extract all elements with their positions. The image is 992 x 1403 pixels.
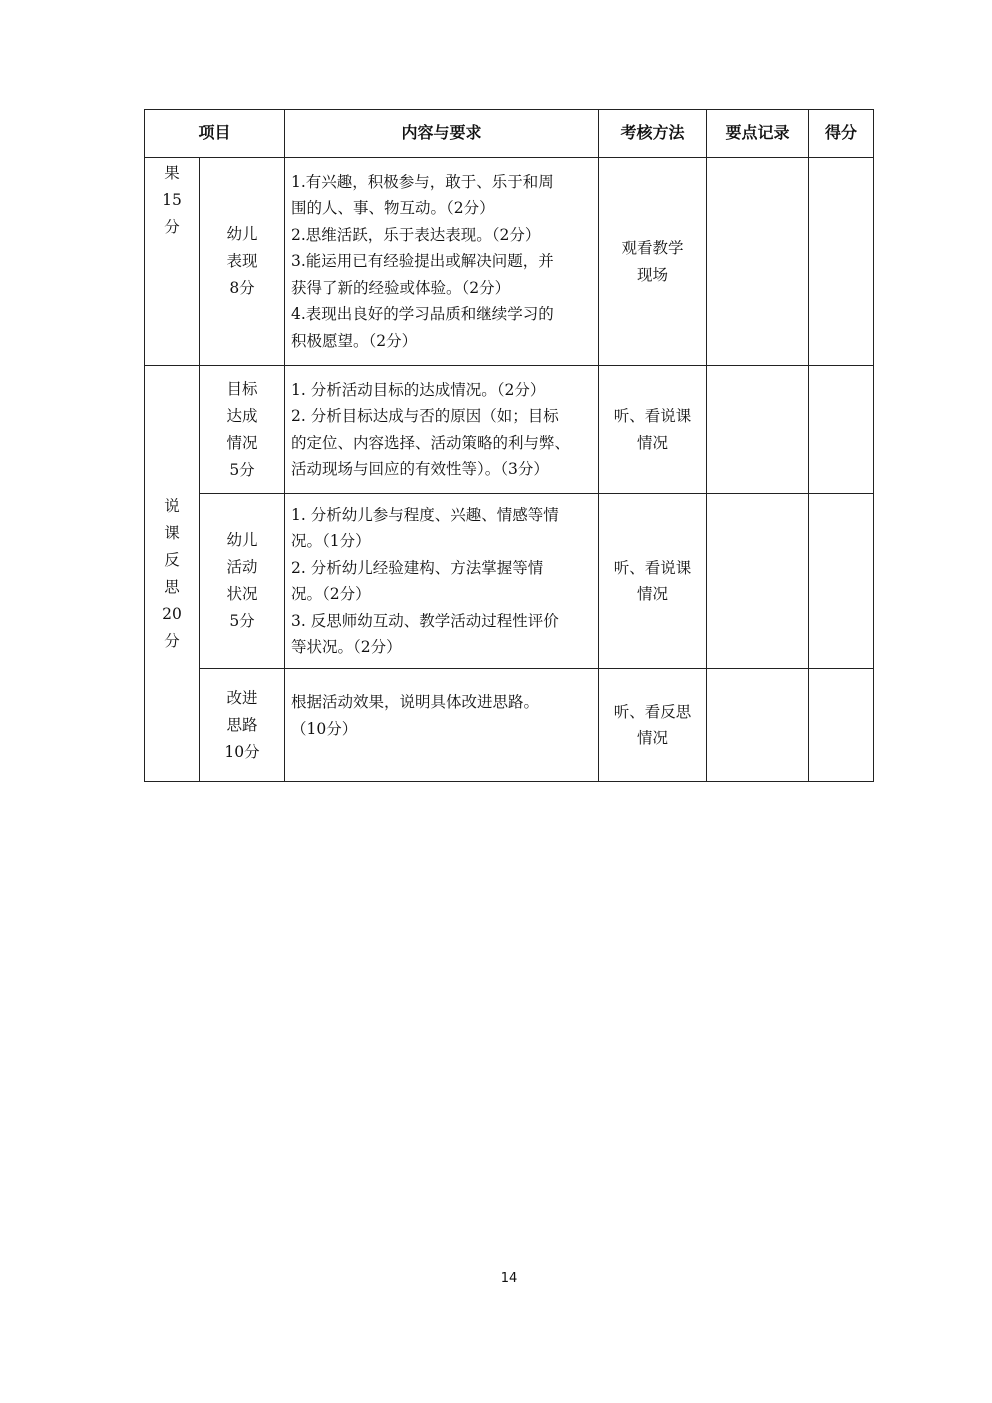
notes-cell[interactable] — [707, 494, 809, 669]
score-cell[interactable] — [809, 494, 874, 669]
subitem-text: 表现 — [226, 252, 258, 270]
content-line: 根据活动效果，说明具体改进思路。 — [291, 693, 540, 711]
header-row — [145, 110, 874, 158]
subitem-text: 8分 — [229, 279, 255, 297]
method-text: 现场 — [637, 265, 669, 284]
content-cell — [285, 669, 599, 782]
header-score: 得分 — [809, 110, 874, 158]
category-cell-reflection — [145, 366, 200, 782]
score-cell[interactable] — [809, 669, 874, 782]
method-text: 情况 — [637, 585, 669, 603]
table-row — [145, 366, 874, 494]
subitem-text: 5分 — [229, 460, 255, 479]
method-cell — [599, 669, 707, 782]
content-line: 获得了新的经验或体验。（2分） — [291, 278, 511, 297]
method-text: 情况 — [637, 729, 669, 747]
content-line: 1. 分析活动目标的达成情况。（2分） — [291, 380, 546, 399]
subitem-text: 情况 — [226, 433, 258, 452]
content-line: 1. 分析幼儿参与程度、兴趣、情感等情 — [291, 505, 559, 524]
category-text: 果 — [164, 164, 180, 182]
content-line: 4.表现出良好的学习品质和继续学习的 — [291, 305, 554, 324]
method-text: 观看教学 — [621, 239, 684, 257]
score-cell[interactable] — [809, 158, 874, 366]
subitem-text: 10分 — [224, 742, 260, 761]
content-line: 2.思维活跃，乐于表达表现。（2分） — [291, 225, 541, 244]
subitem-text: 思路 — [226, 715, 258, 734]
evaluation-table — [144, 109, 874, 782]
table-row — [145, 158, 874, 366]
header-method: 考核方法 — [599, 110, 707, 158]
notes-cell[interactable] — [707, 669, 809, 782]
subitem-text: 幼儿 — [226, 531, 258, 549]
method-text: 听、看说课 — [613, 558, 692, 577]
header-content: 内容与要求 — [285, 110, 599, 158]
content-line: 3.能运用已有经验提出或解决问题，并 — [291, 252, 554, 271]
subitem-text: 达成 — [226, 406, 258, 425]
table-row — [145, 669, 874, 782]
table-row — [145, 494, 874, 669]
category-text: 20 — [162, 604, 182, 623]
category-cell-result — [145, 158, 200, 366]
category-text: 分 — [164, 218, 180, 236]
notes-cell[interactable] — [707, 158, 809, 366]
subitem-text: 活动 — [226, 558, 258, 576]
content-line: 2. 分析目标达成与否的原因（如；目标 — [291, 407, 559, 425]
content-cell — [285, 366, 599, 494]
method-cell — [599, 366, 707, 494]
notes-cell[interactable] — [707, 366, 809, 494]
content-line: 况。（1分） — [291, 532, 371, 550]
subitem-text: 目标 — [226, 379, 258, 398]
subitem-cell — [200, 494, 285, 669]
category-text: 15 — [162, 191, 182, 209]
page-number: 14 — [500, 1271, 518, 1286]
subitem-cell — [200, 669, 285, 782]
content-line: 围的人、事、物互动。（2分） — [291, 199, 495, 218]
subitem-text: 状况 — [226, 585, 258, 603]
content-cell — [285, 158, 599, 366]
content-cell — [285, 494, 599, 669]
category-text: 反 — [164, 550, 180, 569]
category-text: 分 — [164, 631, 180, 650]
subitem-text: 幼儿 — [226, 225, 258, 243]
content-line: 等状况。（2分） — [291, 638, 402, 656]
subitem-cell — [200, 158, 285, 366]
method-cell — [599, 158, 707, 366]
content-line: 况。（2分） — [291, 585, 371, 603]
content-line: 2. 分析幼儿经验建构、方法掌握等情 — [291, 558, 544, 577]
header-item: 项目 — [145, 110, 285, 158]
header-notes: 要点记录 — [707, 110, 809, 158]
subitem-text: 5分 — [229, 612, 255, 630]
content-line: 积极愿望。（2分） — [291, 331, 418, 350]
content-line: 1.有兴趣，积极参与，敢于、乐于和周 — [291, 172, 554, 191]
score-cell[interactable] — [809, 366, 874, 494]
subitem-cell — [200, 366, 285, 494]
subitem-text: 改进 — [226, 688, 258, 707]
category-text: 思 — [164, 577, 180, 596]
content-line: 的定位、内容选择、活动策略的利与弊、 — [291, 433, 571, 452]
content-line: 活动现场与回应的有效性等）。（3分） — [291, 460, 549, 478]
method-text: 听、看说课 — [613, 407, 692, 425]
category-text: 课 — [164, 523, 180, 542]
method-text: 情况 — [637, 433, 669, 452]
method-cell — [599, 494, 707, 669]
method-text: 听、看反思 — [613, 702, 692, 721]
content-line: （10分） — [291, 719, 358, 738]
category-text: 说 — [164, 496, 180, 515]
content-line: 3. 反思师幼互动、教学活动过程性评价 — [291, 611, 559, 630]
